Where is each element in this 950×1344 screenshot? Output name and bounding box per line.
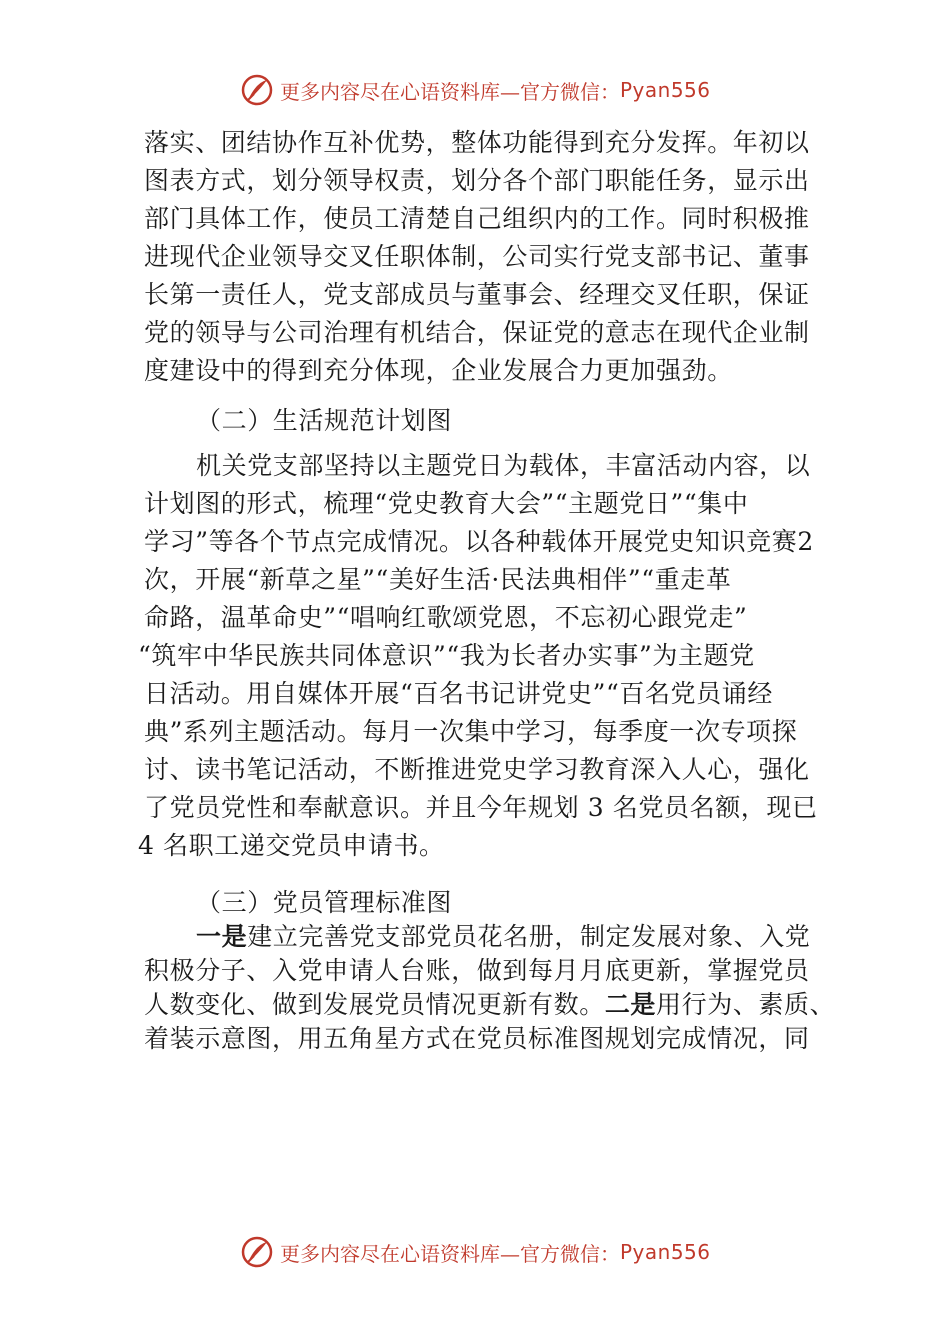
- text-segment: 建立完善党支部党员花名册，制定发展对象、入党: [247, 922, 811, 951]
- text-line: 机关党支部坚持以主题党日为载体，丰富活动内容，以: [196, 451, 811, 480]
- text-line: 着装示意图，用五角星方式在党员标准图规划完成情况，同: [144, 1024, 810, 1053]
- paragraph-3: [144, 920, 836, 1056]
- text-line: 学习”等各个节点完成情况。以各种载体开展党史知识竞赛2: [144, 527, 814, 556]
- quill-seal-icon: [240, 73, 274, 107]
- footer-text: 更多内容尽在心语资料库—官方微信：: [280, 1241, 620, 1266]
- footer-banner: [240, 1232, 711, 1272]
- footer-wechat-id: Pyan556: [620, 1240, 711, 1264]
- text-line: 命路，温革命史”“唱响红歌颂党恩，不忘初心跟党走”: [144, 603, 748, 632]
- text-line: 部门具体工作，使员工清楚自己组织内的工作。同时积极推: [144, 204, 810, 233]
- text-segment: 人数变化、做到发展党员情况更新有数。: [144, 990, 605, 1019]
- heading-text: （二）生活规范计划图: [196, 406, 453, 435]
- text-line: 积极分子、入党申请人台账，做到每月月底更新，掌握党员: [144, 956, 810, 985]
- text-line: 落实、团结协作互补优势，整体功能得到充分发挥。年初以: [144, 128, 810, 157]
- section-heading-3: [196, 884, 876, 922]
- text-line: 典”系列主题活动。每月一次集中学习，每季度一次专项探: [144, 717, 798, 746]
- paragraph-1: [144, 124, 824, 390]
- section-heading-2: [196, 402, 876, 440]
- quill-seal-icon: [240, 1235, 274, 1269]
- text-line: “筑牢中华民族共同体意识”“我为长者办实事”为主题党: [138, 641, 755, 670]
- text-line: 讨、读书笔记活动，不断推进党史学习教育深入人心，强化: [144, 755, 810, 784]
- text-line: 次，开展“新草之星”“美好生活·民法典相伴”“重走革: [144, 565, 732, 594]
- text-line: 4 名职工递交党员申请书。: [138, 831, 445, 860]
- text-segment: 用行为、素质、: [656, 990, 836, 1019]
- text-line: 度建设中的得到充分体现，企业发展合力更加强劲。: [144, 356, 733, 385]
- text-line: 图表方式，划分领导权责，划分各个部门职能任务，显示出: [144, 166, 810, 195]
- text-line: 党的领导与公司治理有机结合，保证党的意志在现代企业制: [144, 318, 810, 347]
- text-line: 计划图的形式，梳理“党史教育大会”“主题党日”“集中: [144, 489, 749, 518]
- heading-text: （三）党员管理标准图: [196, 888, 453, 917]
- text-line: 日活动。用自媒体开展“百名书记讲党史”“百名党员诵经: [144, 679, 773, 708]
- text-line: 长第一责任人，党支部成员与董事会、经理交叉任职，保证: [144, 280, 810, 309]
- text-line: [144, 988, 836, 1022]
- paragraph-2: [138, 447, 824, 865]
- emphasis-second: 二是: [604, 990, 657, 1019]
- header-banner: [240, 70, 711, 110]
- header-wechat-id: Pyan556: [620, 78, 711, 102]
- text-line: 进现代企业领导交叉任职体制，公司实行党支部书记、董事: [144, 242, 810, 271]
- text-line: [144, 920, 824, 954]
- header-text: 更多内容尽在心语资料库—官方微信：: [280, 79, 620, 104]
- text-line: 了党员党性和奉献意识。并且今年规划 3 名党员名额，现已: [144, 793, 818, 822]
- emphasis-first: 一是: [196, 922, 248, 951]
